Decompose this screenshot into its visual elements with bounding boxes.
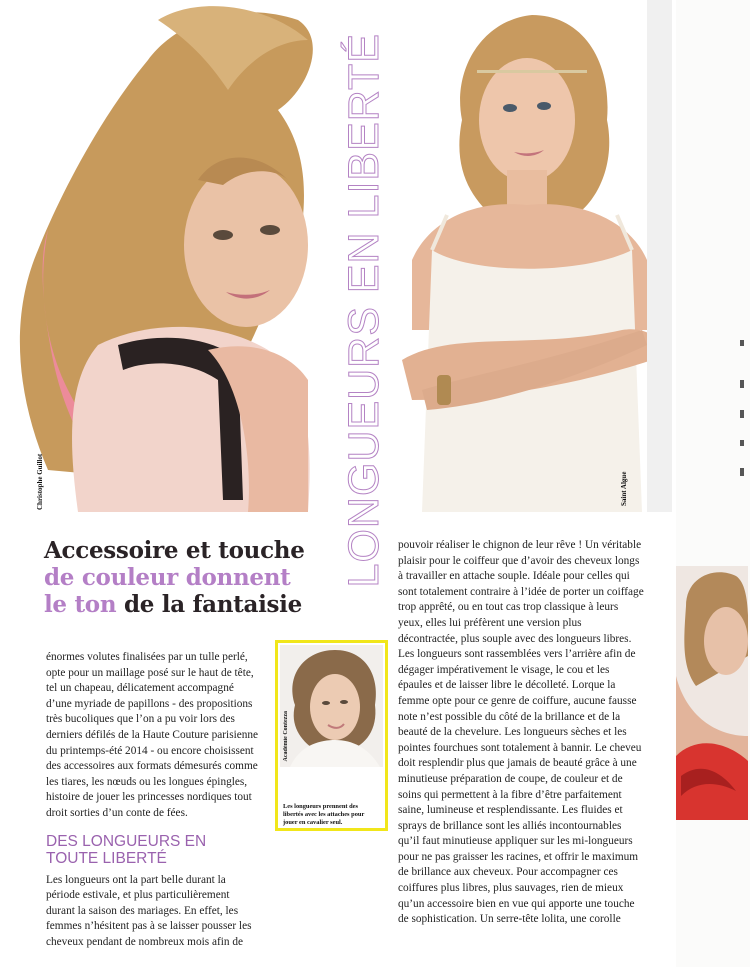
subhead-line-1: DES LONGUEURS EN <box>46 832 207 850</box>
vertical-title-text: LONGUEURS EN LIBERTÉ <box>339 32 388 588</box>
right-model-photo <box>392 0 672 512</box>
adjacent-text-fragment <box>740 468 744 476</box>
inset-photo <box>280 645 383 767</box>
headline-line-3-rest: de la fantaisie <box>123 591 302 618</box>
left-model-photo <box>8 0 326 512</box>
adjacent-page-photo <box>676 566 748 820</box>
headline-line-1: Accessoire et touche <box>44 537 305 564</box>
subhead-line-2: TOUTE LIBERTÉ <box>46 849 167 867</box>
article-headline <box>44 537 374 618</box>
adjacent-text-fragment <box>740 380 744 388</box>
right-photo-credit: Saint Algue <box>620 471 628 506</box>
inset-photo-credit: Académie Contezza <box>283 711 289 762</box>
inset-caption: Les longueurs prennent des libertés avec les attaches pour jouer en cavalier seul. <box>283 803 365 826</box>
left-paragraph-1: énormes volutes finalisées par un tulle perlé, opte pour un maillage posé sur le haut de tête, tel un chapeau, délicatement accompagné d’une myriade de papillons - des propositions très bucoliques que l’on a pu voir lors des derniers défilés de la Haute Couture parisienne du printemps-été 2014 - ou encore choisissent des accessoires aux formats démesurés comme les tiares, les nœuds ou les longues épingles, histoire de jouer les princesses nordiques tout droit sorties d’un conte de fées. <box>46 651 259 819</box>
left-text-column <box>46 650 260 951</box>
section-subhead <box>46 833 260 867</box>
headline-line-3-accent: le ton <box>44 591 117 618</box>
headline-line-2: de couleur donnent <box>44 564 291 591</box>
adjacent-text-fragment <box>740 440 744 446</box>
right-paragraph: pouvoir réaliser le chignon de leur rêve ! Un véritable plaisir pour le coiffeur que d’avoir des cheveux longs à travailler en attache souple. Idéale pour celles qui sont totalement contraire à l’idée de porter un coiffage trop apprêté, ou en tout cas trop classique à leurs yeux, elles lui préfèrent une version plus décontractée, plus souple avec des longueurs libres. Les longueurs sont rassemblées vers l’arrière afin de dégager impérativement le visage, le cou et les épaules et de laisser libre le décolleté. Lorque la femme opte pour ce genre de coiffure, aucune fausse note n’est possible du côté de la brillance et de la beauté de la chevelure. Les longueurs sèches et les pointes fourchues sont totalement à bannir. Le cheveu doit resplendir plus que jamais de beauté grâce à une minutieuse préparation de coupe, de couleur et de soins qui permettent à la fibre d’être parfaitement saine, lumineuse et resplendissante. Les fluides et sprays de brillance sont les alliés incontournables qu’il faut minutieuse appliquer sur les mi-longueurs pour ne pas graisser les racines, et offrir le maximum de brillance aux cheveux. Pour accompagner ces coiffures plus libres, plus sauvages, rien de mieux qu’un accessoire bien en vue qui apporte une touche de sophistication. Un serre-tête lolita, une corolle <box>398 539 644 926</box>
inset-photo-box <box>275 640 388 831</box>
adjacent-text-fragment <box>740 410 744 418</box>
left-photo-credit: Christophe Guillot <box>36 453 44 510</box>
left-paragraph-2: Les longueurs ont la part belle durant la période estivale, et plus particulièrement durant la saison des mariages. En effet, les femmes n’hésitent pas à se laisser pousser les cheveux pendant de nombreux mois afin de <box>46 873 252 948</box>
adjacent-text-fragment <box>740 340 744 346</box>
right-text-column <box>398 538 644 928</box>
adjacent-page-edge <box>676 0 750 967</box>
vertical-section-title <box>334 32 394 588</box>
headline-line-3 <box>44 591 374 618</box>
